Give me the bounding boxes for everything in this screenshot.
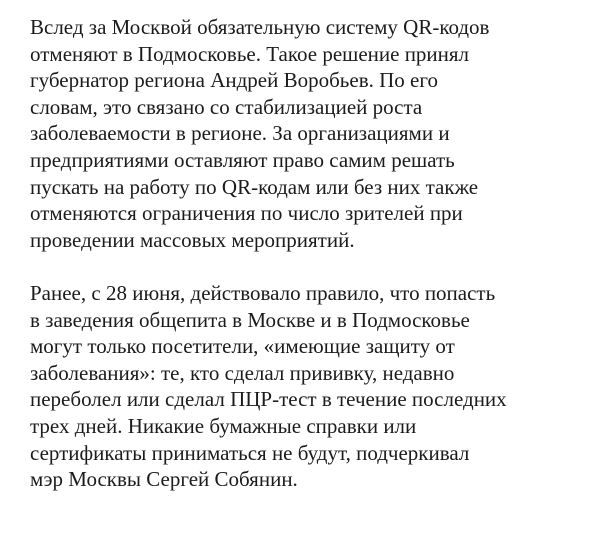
text-line: сертификаты приниматься не будут, подчеркивал <box>30 440 470 465</box>
text-line: проведении массовых мероприятий. <box>30 227 355 252</box>
text-line: мэр Москвы Сергей Собянин. <box>30 467 298 492</box>
text-line: пускать на работу по QR-кодам или без них также <box>30 174 479 199</box>
text-line: заболевания»: те, кто сделал прививку, недавно <box>30 360 455 385</box>
text-line: отменяют в Подмосковье. Такое решение принял <box>30 41 470 66</box>
text-line: в заведения общепита в Москве и в Подмосковье <box>30 307 470 332</box>
document-body <box>30 14 602 493</box>
text-line: словам, это связано со стабилизацией роста <box>30 94 423 119</box>
paragraph-1 <box>30 14 602 253</box>
text-line: могут только посетители, «имеющие защиту от <box>30 334 455 359</box>
text-line: Ранее, с 28 июня, действовало правило, что попасть <box>30 280 496 305</box>
text-line: трех дней. Никакие бумажные справки или <box>30 413 417 438</box>
text-line: Вслед за Москвой обязательную систему QR-кодов <box>30 15 490 39</box>
text-line: губернатор региона Андрей Воробьев. По его <box>30 68 438 93</box>
text-line: отменяются ограничения по число зрителей при <box>30 201 463 226</box>
paragraph-2 <box>30 280 602 493</box>
text-line: заболеваемости в регионе. За организациями и <box>30 121 450 146</box>
text-line: переболел или сделал ПЦР-тест в течение последних <box>30 387 507 412</box>
text-line: предприятиями оставляют право самим решать <box>30 147 455 172</box>
